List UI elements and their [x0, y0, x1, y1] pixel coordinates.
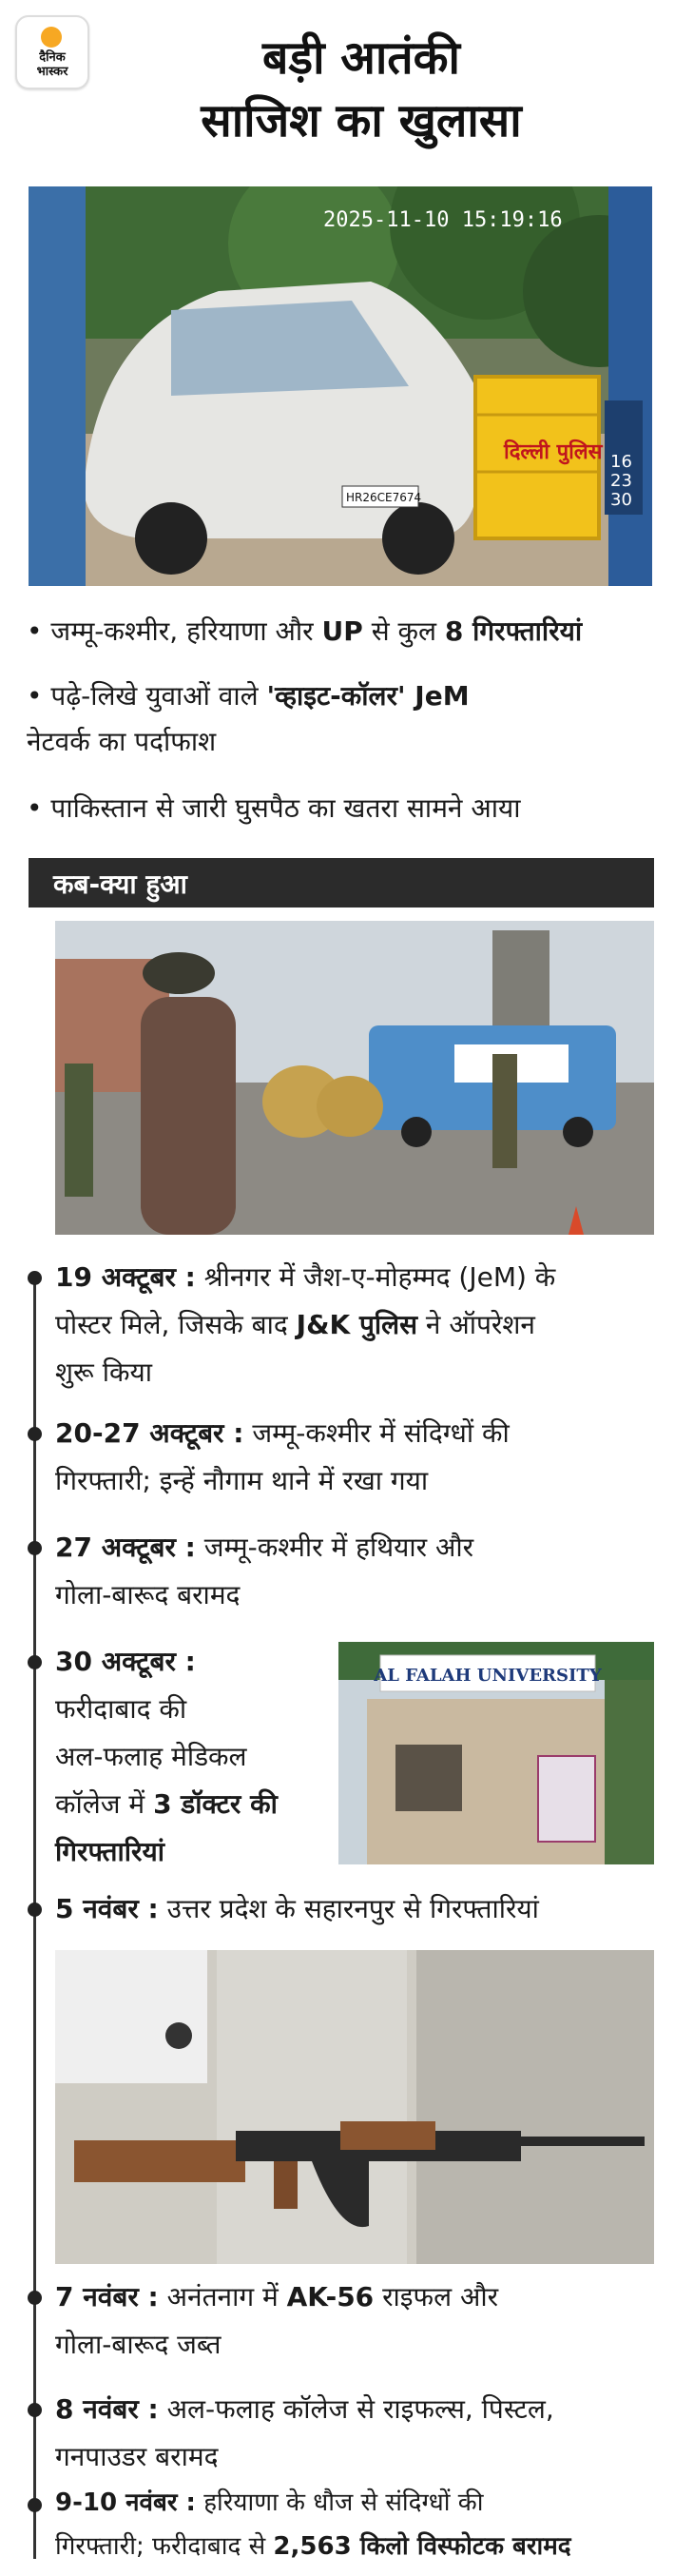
police-number-3: 30 — [610, 490, 632, 510]
timeline-bold: 2,563 किलो विस्फोटक बरामद — [273, 2532, 571, 2561]
timeline-dot — [28, 1271, 42, 1285]
timeline-bold: गिरफ्तारियां — [55, 1836, 164, 1867]
timeline-text: ने ऑपरेशन — [417, 1309, 535, 1340]
timeline-entry-20-27-oct — [55, 1410, 673, 1505]
timeline-text: कॉलेज में — [55, 1788, 154, 1820]
timeline-photo-security-forces — [55, 921, 654, 1235]
timeline-text: अल-फलाह कॉलेज से राइफल्स, पिस्टल, — [158, 2393, 554, 2425]
timeline-entry-7-nov — [55, 2274, 673, 2369]
timeline-dot — [28, 2291, 42, 2305]
timeline-text: गिरफ्तारी; फरीदाबाद से — [55, 2532, 274, 2561]
cctv-timestamp: 2025-11-10 15:19:16 — [323, 208, 563, 232]
timeline-entry-5-nov — [55, 1885, 673, 1933]
timeline-text: जम्मू-कश्मीर में संदिग्धों की — [243, 1417, 510, 1449]
timeline-entry-30-oct — [55, 1638, 340, 1876]
timeline-text: गोला-बारूद जब्त — [55, 2329, 222, 2360]
headline-line1: बड़ी आतंकी — [262, 31, 460, 85]
timeline-bold: AK-56 — [286, 2281, 375, 2313]
section-title: कब-क्या हुआ — [53, 868, 187, 900]
bullet-item-network — [27, 673, 470, 765]
timeline-bold: 3 डॉक्टर की — [153, 1788, 278, 1820]
timeline-text: जम्मू-कश्मीर में हथियार और — [195, 1532, 474, 1563]
bullet-text: • पढ़े-लिखे युवाओं वाले — [27, 680, 267, 712]
timeline-text: अल-फलाह मेडिकल — [55, 1741, 247, 1772]
headline — [95, 27, 627, 152]
timeline-text: फरीदाबाद की — [55, 1693, 187, 1725]
timeline-text: पोस्टर मिले, जिसके बाद — [55, 1309, 297, 1340]
timeline-text: गिरफ्तारी; इन्हें नौगाम थाने में रखा गया — [55, 1465, 429, 1496]
police-number-2: 23 — [610, 471, 632, 491]
timeline-dot — [28, 1541, 42, 1555]
timeline-section-header — [29, 858, 654, 907]
bullet-item-arrests — [27, 609, 582, 654]
timeline-date: 7 नवंबर : — [55, 2281, 159, 2313]
bullet-bold: 'व्हाइट-कॉलर' JeM — [266, 680, 470, 712]
timeline-text: अनंतनाग में — [158, 2281, 287, 2313]
timeline-entry-8-nov — [55, 2386, 673, 2481]
timeline-date: 19 अक्टूबर : — [55, 1261, 196, 1293]
headline-line2: साजिश का खुलासा — [201, 94, 522, 147]
university-sign: AL FALAH UNIVERSITY — [374, 1666, 602, 1686]
bullet-text: नेटवर्क का पर्दाफाश — [27, 726, 217, 757]
timeline-text: शुरू किया — [55, 1356, 152, 1388]
bullet-bold: UP — [321, 615, 363, 647]
bullet-text: • पाकिस्तान से जारी घुसपैठ का खतरा सामने आया — [27, 792, 521, 824]
timeline-text: उत्तर प्रदेश के सहारनपुर से गिरफ्तारियां — [158, 1893, 539, 1924]
summary-bullets — [27, 609, 673, 837]
timeline-dot — [28, 2498, 42, 2512]
timeline-bold: J&K पुलिस — [296, 1309, 418, 1340]
timeline-date: 9-10 नवंबर : — [55, 2488, 196, 2517]
logo-text-line1: दैनिक — [39, 50, 66, 65]
bullet-bold: 8 गिरफ्तारियां — [444, 615, 583, 647]
timeline-date: 20-27 अक्टूबर : — [55, 1417, 244, 1449]
timeline-line — [33, 1275, 36, 2559]
timeline-dot — [28, 1903, 42, 1917]
timeline-date: 8 नवंबर : — [55, 2393, 159, 2425]
dainik-bhaskar-logo — [15, 15, 89, 89]
logo-text-line2: भास्कर — [36, 65, 68, 79]
timeline-dot — [28, 1427, 42, 1441]
police-number-1: 16 — [610, 452, 632, 472]
timeline-text: श्रीनगर में जैश-ए-मोहम्मद (JeM) के — [195, 1261, 556, 1293]
police-barrier-label: दिल्ली पुलिस — [504, 440, 603, 464]
timeline-dot — [28, 2403, 42, 2417]
bullet-text: से कुल — [362, 615, 445, 647]
sun-icon — [41, 27, 62, 48]
timeline-date: 27 अक्टूबर : — [55, 1532, 196, 1563]
timeline-entry-9-10-nov — [55, 2481, 683, 2568]
timeline-text: राइफल और — [374, 2281, 499, 2313]
timeline-text: हरियाणा के धौज से संदिग्धों की — [195, 2488, 484, 2517]
license-plate: HR26CE7674 — [346, 491, 422, 504]
bullet-item-infiltration — [27, 786, 520, 831]
timeline-text: गोला-बारूद बरामद — [55, 1579, 241, 1610]
timeline-dot — [28, 1655, 42, 1669]
ak-rifle-photo — [55, 1950, 654, 2264]
timeline-entry-27-oct — [55, 1524, 673, 1619]
timeline-date: 30 अक्टूबर : — [55, 1646, 196, 1677]
timeline-date: 5 नवंबर : — [55, 1893, 159, 1924]
al-falah-university-photo — [338, 1642, 654, 1864]
bullet-text: • जम्मू-कश्मीर, हरियाणा और — [27, 615, 322, 647]
hero-photo-car-checkpoint — [29, 186, 652, 586]
timeline-text: गनपाउडर बरामद — [55, 2441, 219, 2472]
timeline-entry-19-oct — [55, 1254, 673, 1396]
